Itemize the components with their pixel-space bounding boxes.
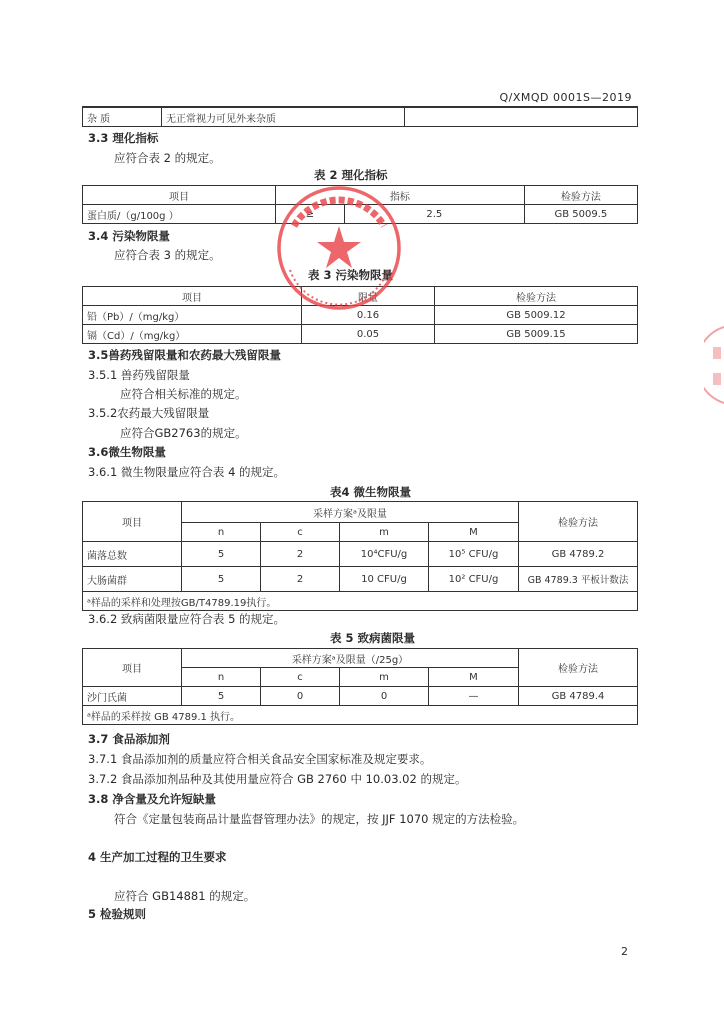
- sub-header-m: m: [340, 668, 429, 687]
- cell-value: 2.5: [345, 205, 525, 224]
- cell-item: 菌落总数: [83, 542, 182, 567]
- table-4-footnote: ᵃ样品的采样和处理按GB/T4789.19执行。: [83, 592, 638, 611]
- table-header-row: [83, 502, 638, 523]
- cell-item: 铅（Pb）/（mg/kg）: [83, 306, 302, 325]
- col-header-item: 项目: [83, 502, 182, 542]
- table-5-footnote: ᵃ样品的采样按 GB 4789.1 执行。: [83, 706, 638, 725]
- cell-method: GB 4789.4: [519, 687, 638, 706]
- col-header-method: 检验方法: [524, 186, 637, 205]
- cell-n: 5: [182, 687, 261, 706]
- table-4-caption: 表4 微生物限量: [330, 485, 412, 499]
- table-4: [82, 501, 638, 611]
- cell-n: 5: [182, 542, 261, 567]
- seal-shapes: [279, 188, 399, 308]
- table-5: [82, 648, 638, 725]
- table-header-row: [83, 649, 638, 668]
- cell-method: GB 5009.12: [435, 306, 638, 325]
- section-5-heading: 5 检验规则: [88, 907, 147, 921]
- col-header-index: 指标: [276, 186, 525, 205]
- section-3-7-heading: 3.7 食品添加剂: [88, 732, 170, 746]
- table-note-row: [83, 592, 638, 611]
- section-3-3-text: 应符合表 2 的规定。: [114, 151, 221, 165]
- cell-method: GB 4789.2: [519, 542, 638, 567]
- section-3-3-heading: 3.3 理化指标: [88, 131, 159, 145]
- table-3-caption: 表 3 污染物限量: [308, 268, 394, 282]
- col-header-item: 项目: [83, 649, 182, 687]
- section-3-5-2-text: 应符合GB2763的规定。: [120, 426, 247, 440]
- sub-header-n: n: [182, 668, 261, 687]
- section-3-8-heading: 3.8 净含量及允许短缺量: [88, 792, 216, 806]
- col-header-plan: 采样方案ᵃ及限量（/25g）: [182, 649, 519, 668]
- company-seal: [266, 184, 412, 312]
- cell-M: —: [429, 687, 519, 706]
- col-header-method: 检验方法: [519, 649, 638, 687]
- section-3-7-1-text: 3.7.1 食品添加剂的质量应符合相关食品安全国家标准及规定要求。: [88, 752, 432, 766]
- section-4-heading: 4 生产加工过程的卫生要求: [88, 850, 227, 864]
- section-3-4-heading: 3.4 污染物限量: [88, 229, 170, 243]
- table-row: [83, 542, 638, 567]
- section-3-4-text: 应符合表 3 的规定。: [114, 248, 221, 262]
- table-row: [83, 687, 638, 706]
- table-row: [83, 567, 638, 592]
- col-header-method: 检验方法: [519, 502, 638, 542]
- col-header-limit: 限量: [302, 287, 435, 306]
- page-number: 2: [621, 945, 628, 958]
- cell-c: 0: [261, 687, 340, 706]
- cell-operator: ≥: [276, 205, 345, 224]
- cell-item: 大肠菌群: [83, 567, 182, 592]
- section-4-text: 应符合 GB14881 的规定。: [114, 889, 256, 903]
- cell-item: 沙门氏菌: [83, 687, 182, 706]
- sub-header-m: m: [340, 523, 429, 542]
- cell-n: 5: [182, 567, 261, 592]
- cell-item: 镉（Cd）/（mg/kg）: [83, 325, 302, 344]
- cell-value: 0.05: [302, 325, 435, 344]
- sub-header-n: n: [182, 523, 261, 542]
- section-3-5-heading: 3.5兽药残留限量和农药最大残留限量: [88, 348, 281, 362]
- section-3-6-1-text: 3.6.1 微生物限量应符合表 4 的规定。: [88, 465, 286, 479]
- section-3-5-2-heading: 3.5.2农药最大残留限量: [88, 406, 210, 420]
- cell-method: GB 5009.15: [435, 325, 638, 344]
- table-2-caption: 表 2 理化指标: [314, 168, 388, 182]
- cell-m: 10⁴CFU/g: [340, 542, 429, 567]
- cell-item: 蛋白质/（g/100g ）: [83, 205, 276, 224]
- section-3-5-1-heading: 3.5.1 兽药残留限量: [88, 368, 190, 382]
- col-header-plan: 采样方案ᵃ及限量: [182, 502, 519, 523]
- cell-method: GB 4789.3 平板计数法: [519, 567, 638, 592]
- sub-header-c: c: [261, 668, 340, 687]
- cell-m: 10 CFU/g: [340, 567, 429, 592]
- section-3-8-text: 符合《定量包装商品计量监督管理办法》的规定，按 JJF 1070 规定的方法检验。: [114, 812, 525, 826]
- cell-m: 0: [340, 687, 429, 706]
- section-3-6-2-text: 3.6.2 致病菌限量应符合表 5 的规定。: [88, 612, 286, 626]
- section-3-7-2-text: 3.7.2 食品添加剂品种及其使用量应符合 GB 2760 中 10.03.02 的规定。: [88, 772, 467, 786]
- impurity-row-table: [82, 107, 638, 127]
- table-note-row: [83, 706, 638, 725]
- cell-M: 10² CFU/g: [429, 567, 519, 592]
- col-header-item: 项目: [83, 186, 276, 205]
- cell-M: 10⁵ CFU/g: [429, 542, 519, 567]
- standard-number: Q/XMQD 0001S—2019: [499, 91, 632, 104]
- cell-method: GB 5009.5: [524, 205, 637, 224]
- impurity-empty-cell: [405, 108, 638, 127]
- cell-c: 2: [261, 542, 340, 567]
- table-row: [83, 325, 638, 344]
- section-3-5-1-text: 应符合相关标准的规定。: [120, 387, 247, 401]
- edge-seal-fragment: [704, 325, 724, 405]
- impurity-label: 杂 质: [83, 108, 162, 127]
- col-header-item: 项目: [83, 287, 302, 306]
- sub-header-c: c: [261, 523, 340, 542]
- sub-header-M: M: [429, 668, 519, 687]
- impurity-value: 无正常视力可见外来杂质: [162, 108, 405, 127]
- cell-value: 0.16: [302, 306, 435, 325]
- table-5-caption: 表 5 致病菌限量: [330, 631, 416, 645]
- sub-header-M: M: [429, 523, 519, 542]
- col-header-method: 检验方法: [435, 287, 638, 306]
- cell-c: 2: [261, 567, 340, 592]
- section-3-6-heading: 3.6微生物限量: [88, 445, 166, 459]
